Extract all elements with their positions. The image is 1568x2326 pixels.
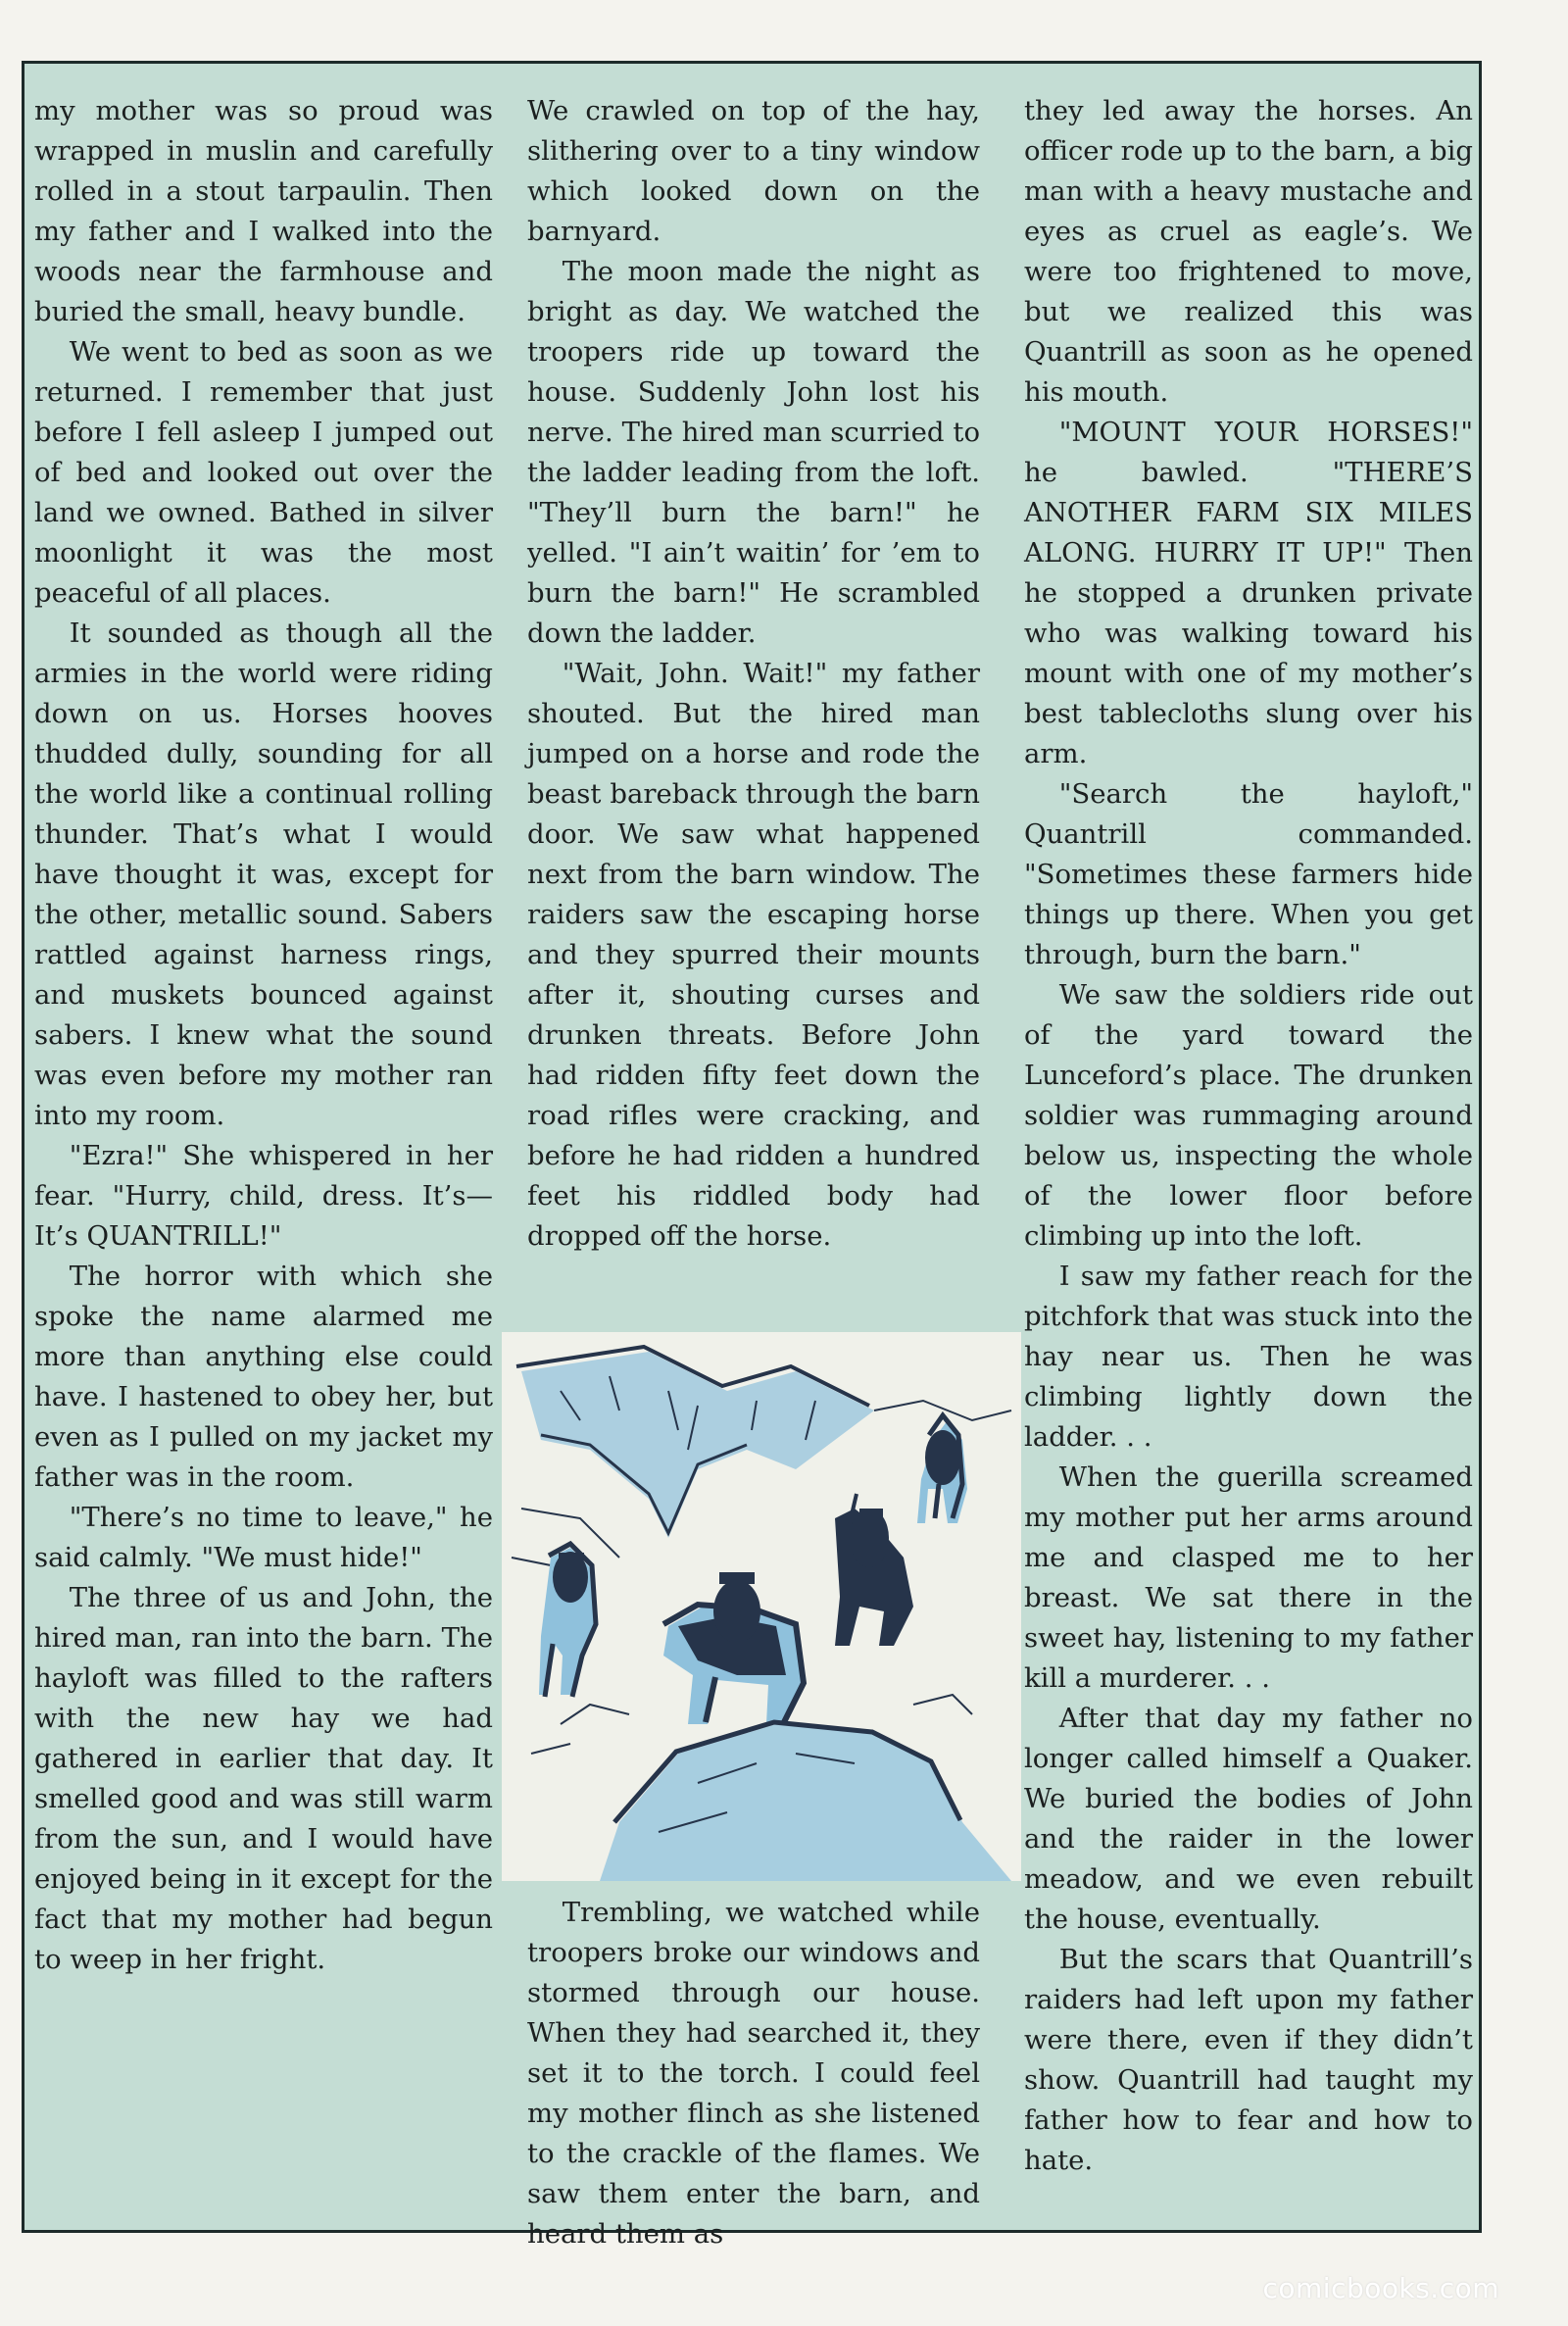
- paragraph: "Wait, John. Wait!" my father shouted. But the hired man jumped on a horse and rode the beast bareback through the barn door. We saw what happened next from the barn window. The raiders saw the escaping horse and they spurred their mounts after it, shouting curses and drunken threats. Before John had ridden fifty feet down the road rifles were cracking, and before he had ridden a hundred feet his riddled body had dropped off the horse.: [527, 658, 980, 1252]
- watermark: comicbooks.com: [1262, 2272, 1499, 2304]
- paragraph: But the scars that Quantrill’s raiders had left upon my father were there, even if they didn’t show. Quantrill had taught my father how to fear and how to hate.: [1024, 1944, 1473, 2176]
- raiders-on-horseback-illustration: [502, 1332, 1021, 1881]
- paragraph: When the guerilla screamed my mother put her arms around me and clasped me to her breast. We sat there in the sweet hay, listening to my father kill a murderer. . .: [1024, 1461, 1473, 1694]
- illustration-drawing: [502, 1332, 1021, 1881]
- rider-left: [539, 1544, 596, 1697]
- paragraph: I saw my father reach for the pitchfork that was stuck into the hay near us. Then he was climbing lightly down the ladder. . .: [1024, 1261, 1473, 1453]
- paragraph: they led away the horses. An officer rode up to the barn, a big man with a heavy mustache and eyes as cruel as eagle’s. We were too frightened to move, but we realized this was Quantrill as soon as he opened his mouth.: [1024, 95, 1473, 408]
- rider-lead: [663, 1572, 806, 1724]
- text-column-2-bottom: [527, 1893, 980, 2254]
- paragraph: The three of us and John, the hired man, ran into the barn. The hayloft was filled to the rafters with the new hay we had gathered in earlier that day. It smelled good and was still warm from the sun, and I would have enjoyed being in it except for the fact that my mother had begun to weep in her fright.: [34, 1582, 493, 1975]
- paragraph: We crawled on top of the hay, slithering over to a tiny window which looked down on the barnyard.: [527, 95, 980, 247]
- foreground-rock: [531, 1695, 1011, 1881]
- paragraph: After that day my father no longer called himself a Quaker. We buried the bodies of John and the raider in the lower meadow, and we even rebuilt the house, eventually.: [1024, 1703, 1473, 1935]
- paragraph: It sounded as though all the armies in the world were riding down on us. Horses hooves thudded dully, sounding for all the world like a continual rolling thunder. That’s what I would have thought it was, except for the other, metallic sound. Sabers rattled against harness rings, and muskets bounced against sabers. I knew what the sound was even before my mother ran into my room.: [34, 618, 493, 1131]
- paragraph: We went to bed as soon as we returned. I remember that just before I fell asleep I jumped out of bed and looked out over the land we owned. Bathed in silver moonlight it was the most peaceful of all places.: [34, 336, 493, 609]
- story-page: [22, 61, 1482, 2250]
- text-column-1: [34, 91, 493, 1980]
- paragraph: The horror with which she spoke the name alarmed me more than anything else could have. I hastened to obey her, but even as I pulled on my jacket my father was in the room.: [34, 1261, 493, 1493]
- paragraph: "Ezra!" She whispered in her fear. "Hurry, child, dress. It’s—It’s QUANTRILL!": [34, 1140, 493, 1252]
- rider-far: [917, 1415, 967, 1523]
- paragraph: "MOUNT YOUR HORSES!" he bawled. "THERE’S ANOTHER FARM SIX MILES ALONG. HURRY IT UP!" Then he stopped a drunken private who was walking toward his mount with one of my mother’s best tablecloths slung over his arm.: [1024, 417, 1473, 769]
- rider-middle: [835, 1494, 913, 1646]
- paragraph: Trembling, we watched while troopers broke our windows and stormed through our house. When they had searched it, they set it to the torch. I could feel my mother flinch as she listened to the crackle of the flames. We saw them enter the barn, and heard them as: [527, 1897, 980, 2250]
- paragraph: We saw the soldiers ride out of the yard toward the Lunceford’s place. The drunken soldier was rummaging around below us, inspecting the whole of the lower floor before climbing up into the loft.: [1024, 979, 1473, 1252]
- text-column-2-top: [527, 91, 980, 1257]
- paragraph: my mother was so proud was wrapped in muslin and carefully rolled in a stout tarpaulin. Then my father and I walked into the woods near the farmhouse and buried the small, heavy bundle.: [34, 95, 493, 327]
- paragraph: "There’s no time to leave," he said calmly. "We must hide!": [34, 1502, 493, 1573]
- text-column-3: [1024, 91, 1473, 2181]
- paragraph: "Search the hayloft," Quantrill commanded. "Sometimes these farmers hide things up there. When you get through, burn the barn.": [1024, 778, 1473, 970]
- paragraph: The moon made the night as bright as day. We watched the troopers ride up toward the house. Suddenly John lost his nerve. The hired man scurried to the ladder leading from the loft. "They’ll burn the barn!" he yelled. "I ain’t waitin’ for ’em to burn the barn!" He scrambled down the ladder.: [527, 256, 980, 649]
